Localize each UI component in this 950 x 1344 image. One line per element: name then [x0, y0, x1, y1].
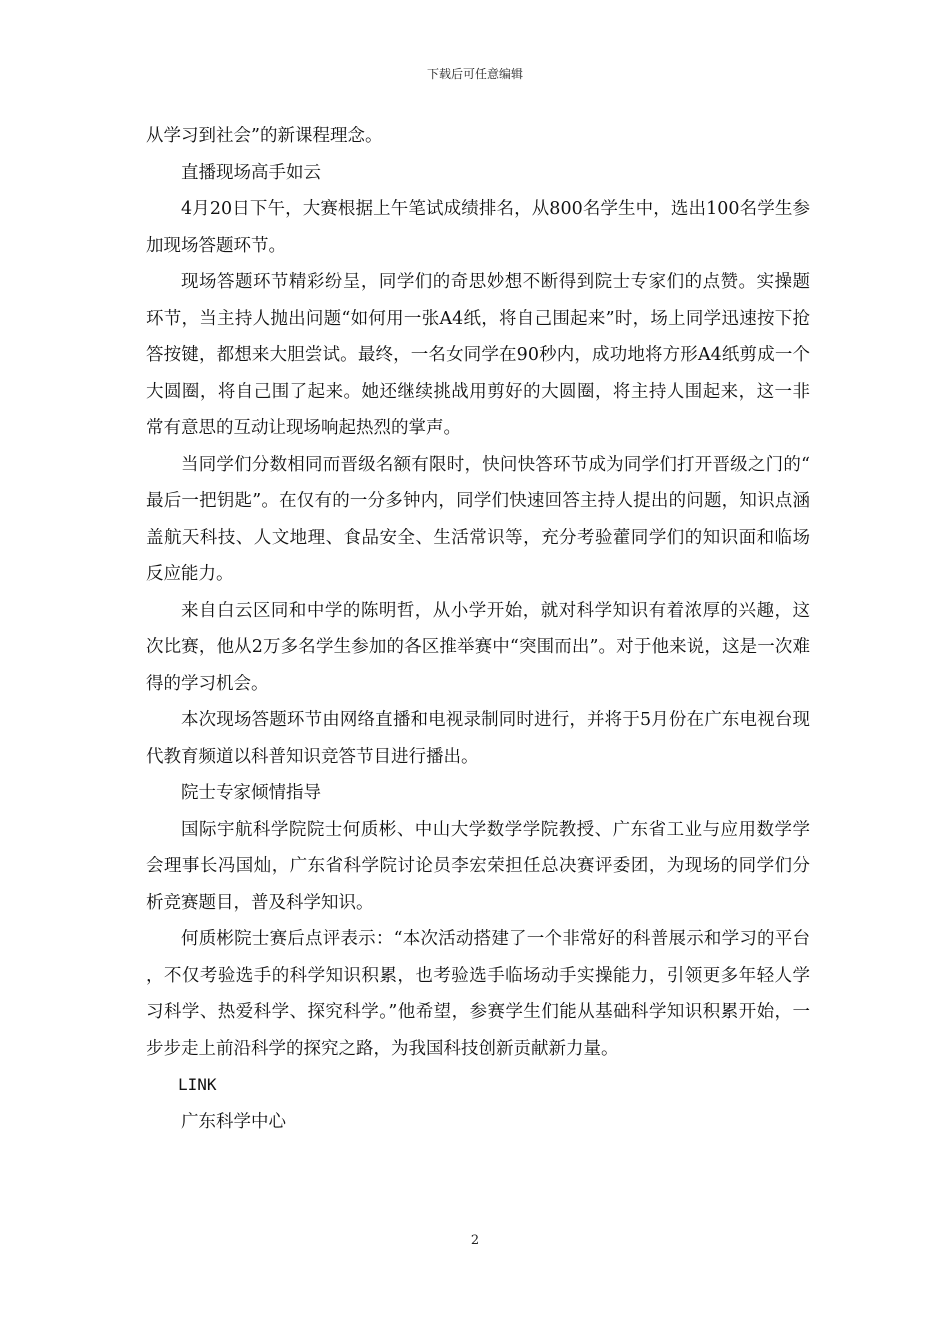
paragraph-comment: 何质彬院士赛后点评表示：“本次活动搭建了一个非常好的科普展示和学习的平台，不仅考验选手的科学知识积累，也考验选手临场动手实操能力，引领更多年轻人学习科学、热爱科学、探究科学。”他希望，参赛学生们能从基础科学知识积累开始，一步步走上前沿科学的探究之路，为我国科技创新贡献新力量。	[146, 929, 810, 1059]
paragraph-continuation: 从学习到社会”的新课程理念。	[146, 126, 383, 146]
link-label: LINK	[178, 1075, 217, 1094]
paragraph-science-center: 广东科学中心	[181, 1111, 286, 1132]
paragraph-broadcast: 本次现场答题环节由网络直播和电视录制同时进行，并将于5月份在广东电视台现代教育频道以科普知识竞答节目进行播出。	[146, 710, 810, 767]
section-heading-live: 直播现场高手如云	[181, 162, 321, 183]
section-heading-experts: 院士专家倾情指导	[181, 783, 321, 803]
paragraph-student-profile: 来自白云区同和中学的陈明哲，从小学开始，就对科学知识有着浓厚的兴趣，这次比赛，他从2万多名学生参加的各区推举赛中“突围而出”。对于他来说，这是一次难得的学习机会。	[146, 600, 810, 694]
paragraph-selection: 4月20日下午，大赛根据上午笔试成绩排名，从800名学生中，选出100名学生参加现场答题环节。	[146, 199, 810, 256]
page-number: 2	[470, 1233, 480, 1248]
document-body	[146, 118, 810, 1140]
paragraph-practical-task: 现场答题环节精彩纷呈，同学们的奇思妙想不断得到院士专家们的点赞。实操题环节，当主持人抛出问题“如何用一张A4纸，将自己围起来”时，场上同学迅速按下抢答按键，都想来大胆尝试。最终，一名女同学在90秒内，成功地将方形A4纸剪成一个大圆圈，将自己围了起来。她还继续挑战用剪好的大圆圈，将主持人围起来，这一非常有意思的互动让现场响起热烈的掌声。	[146, 272, 810, 438]
paragraph-quick-answer: 当同学们分数相同而晋级名额有限时，快问快答环节成为同学们打开晋级之门的“最后一把钥匙”。在仅有的一分多钟内，同学们快速回答主持人提出的问题，知识点涵盖航天科技、人文地理、食品安全、生活常识等，充分考验藿同学们的知识面和临场反应能力。	[146, 454, 810, 584]
paragraph-judges: 国际宇航科学院院士何质彬、中山大学数学学院教授、广东省工业与应用数学学会理事长冯国灿，广东省科学院讨论员李宏荣担任总决赛评委团，为现场的同学们分析竞赛题目，普及科学知识。	[146, 819, 810, 913]
page-header: 下载后可任意编辑	[426, 67, 523, 81]
